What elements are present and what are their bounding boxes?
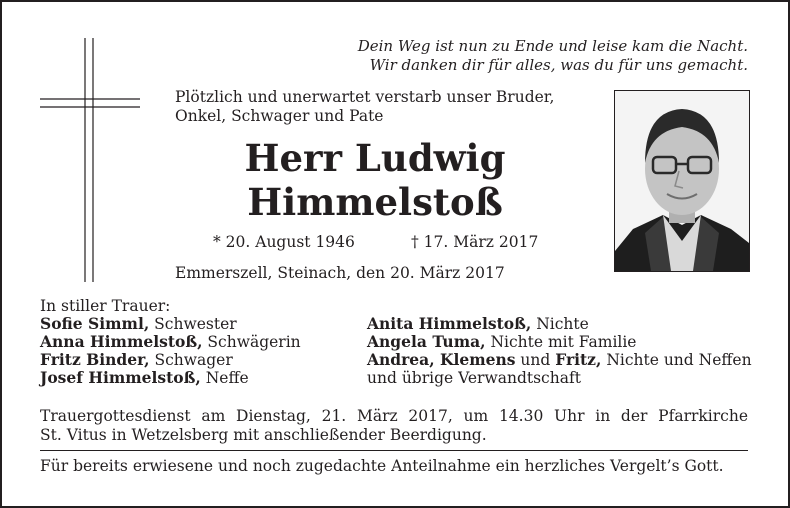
birth-date: * 20. August 1946 — [213, 233, 355, 251]
mourner-relation: und übrige Verwandtschaft — [367, 369, 581, 387]
mourner-joiner: und — [515, 351, 556, 369]
mourner-left-1 — [40, 315, 237, 333]
portrait-photo — [614, 90, 750, 272]
mourner-name: Fritz Binder, — [40, 350, 150, 369]
mourner-name: Andrea, Klemens — [367, 350, 516, 369]
mourner-relation: Schwester — [149, 315, 237, 333]
mourner-name: Angela Tuma, — [367, 332, 486, 351]
mourner-name: Anna Himmelstoß, — [40, 332, 203, 351]
mourner-left-2 — [40, 333, 301, 351]
motto-line-1: Dein Weg ist nun zu Ende und leise kam die Nacht. — [357, 37, 748, 55]
divider — [40, 450, 748, 451]
mourner-relation: Schwägerin — [202, 333, 301, 351]
intro-line-2: Onkel, Schwager und Pate — [175, 107, 384, 125]
service-line-1: Trauergottesdienst am Dienstag, 21. März 2017, um 14.30 Uhr in der Pfarrkirche — [40, 407, 748, 425]
place-and-date: Emmerszell, Steinach, den 20. März 2017 — [175, 264, 505, 282]
mourner-relation: Nichte und Neffen — [601, 351, 752, 369]
motto-line-2: Wir danken dir für alles, was du für uns gemacht. — [369, 56, 748, 74]
mourner-left-4 — [40, 369, 249, 387]
mourner-name: Josef Himmelstoß, — [40, 368, 201, 387]
mourner-right-2 — [367, 333, 636, 351]
mourners-heading: In stiller Trauer: — [40, 297, 171, 315]
mourner-name: Fritz, — [555, 350, 602, 369]
service-line-2: St. Vitus in Wetzelsberg mit anschließender Beerdigung. — [40, 426, 487, 444]
deceased-name-line-2: Himmelstoß — [247, 180, 503, 224]
death-date: † 17. März 2017 — [411, 233, 539, 251]
mourner-name: Sofie Simml, — [40, 314, 150, 333]
intro-line-1: Plötzlich und unerwartet verstarb unser Bruder, — [175, 88, 555, 106]
portrait-image — [615, 91, 749, 271]
mourner-relation: Nichte mit Familie — [485, 333, 637, 351]
mourner-right-3 — [367, 351, 752, 369]
thanks-line: Für bereits erwiesene und noch zugedachte Anteilnahme ein herzliches Vergelt’s Gott. — [40, 457, 724, 475]
mourner-relation: Nichte — [531, 315, 589, 333]
mourner-right-1 — [367, 315, 589, 333]
mourner-left-3 — [40, 351, 233, 369]
deceased-name-line-1: Herr Ludwig — [244, 136, 506, 180]
mourner-name: Anita Himmelstoß, — [367, 314, 532, 333]
mourner-relation: Schwager — [149, 351, 233, 369]
mourner-relation: Neffe — [200, 369, 249, 387]
mourner-right-4 — [367, 369, 581, 387]
